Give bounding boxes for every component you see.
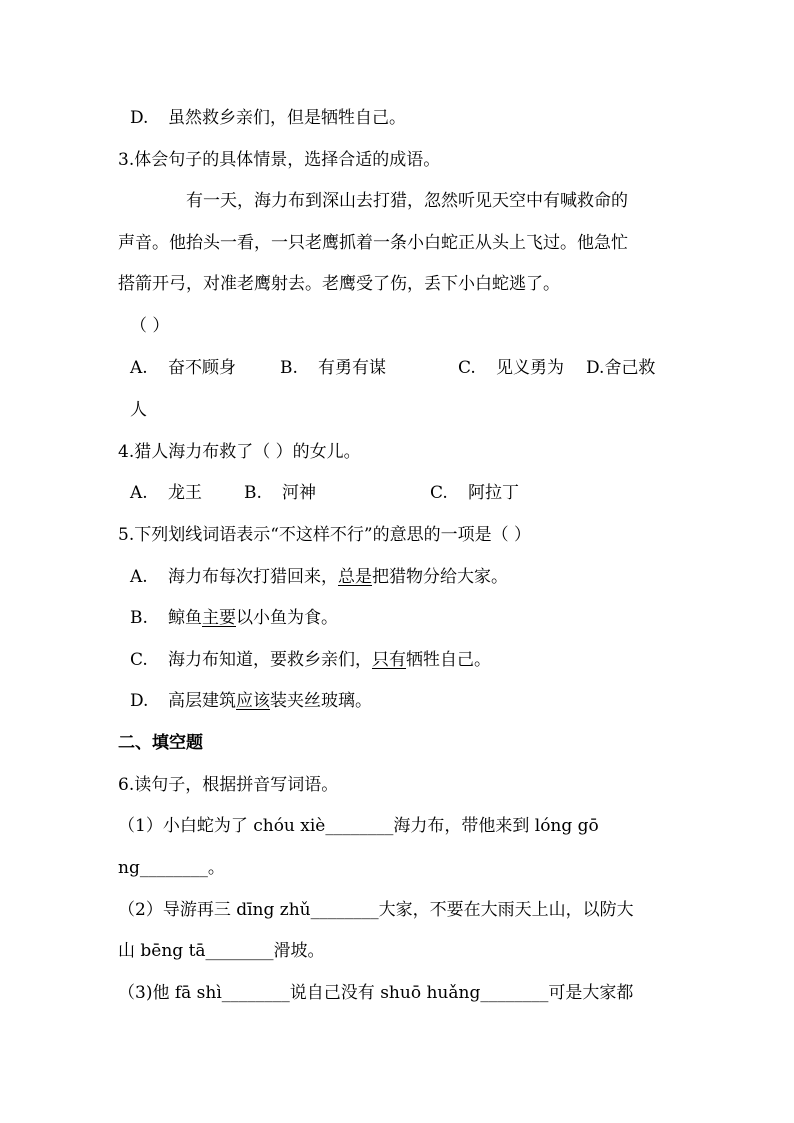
option-d: D.舍己救 xyxy=(586,358,656,378)
option-text: 虽然救乡亲们，但是牺牲自己。 xyxy=(168,108,406,128)
underlined-word: 主要 xyxy=(202,608,236,628)
q5-option-b: B. 鲸鱼主要以小鱼为食。 xyxy=(130,608,338,628)
option-letter: D. xyxy=(130,108,149,128)
q3-stem: 3.体会句子的具体情景，选择合适的成语。 xyxy=(118,150,441,170)
q3-passage-line: 搭箭开弓，对准老鹰射去。老鹰受了伤，丢下小白蛇逃了。 xyxy=(118,274,560,294)
underlined-word: 只有 xyxy=(372,650,406,670)
option-a: A. 龙王 xyxy=(130,483,202,503)
underlined-word: 总是 xyxy=(338,567,372,587)
q6-line: （1）小白蛇为了 chóu xiè________海力布，带他来到 lóng gō xyxy=(118,816,599,836)
option-a: A. 奋不顾身 xyxy=(130,358,236,378)
q6-line: （3)他 fā shì________说自己没有 shuō huǎng________可是大家都 xyxy=(118,983,634,1003)
q3-option-d-wrap: 人 xyxy=(130,400,147,420)
q5-option-d: D. 高层建筑应该装夹丝玻璃。 xyxy=(130,691,372,711)
option-b: B. 河神 xyxy=(244,483,316,503)
option-b: B. 有勇有谋 xyxy=(280,358,386,378)
underlined-word: 应该 xyxy=(236,691,270,711)
q6-stem: 6.读句子，根据拼音写词语。 xyxy=(118,775,339,795)
section-title: 二、填空题 xyxy=(118,733,203,753)
q6-line: 山 bēng tā________滑坡。 xyxy=(118,941,325,961)
q3-passage-line: 声音。他抬头一看，一只老鹰抓着一条小白蛇正从头上飞过。他急忙 xyxy=(118,233,628,253)
q5-option-a: A. 海力布每次打猎回来，总是把猎物分给大家。 xyxy=(130,567,508,587)
option-c: C. 阿拉丁 xyxy=(430,483,519,503)
q3-answer-blank: （ ） xyxy=(130,316,170,336)
q2-option-d xyxy=(130,106,698,130)
q5-stem: 5.下列划线词语表示“不这样不行”的意思的一项是（ ） xyxy=(118,525,532,545)
q5-option-c: C. 海力布知道，要救乡亲们，只有牺牲自己。 xyxy=(130,650,491,670)
q6-line: （2）导游再三 dīng zhǔ________大家，不要在大雨天上山，以防大 xyxy=(118,900,634,920)
q6-line: ng________。 xyxy=(118,858,225,878)
option-c: C. 见义勇为 xyxy=(458,358,564,378)
q3-passage-line: 有一天，海力布到深山去打猎，忽然听见天空中有喊救命的 xyxy=(186,191,628,211)
q4-stem: 4.猎人海力布救了（ ）的女儿。 xyxy=(118,442,361,462)
